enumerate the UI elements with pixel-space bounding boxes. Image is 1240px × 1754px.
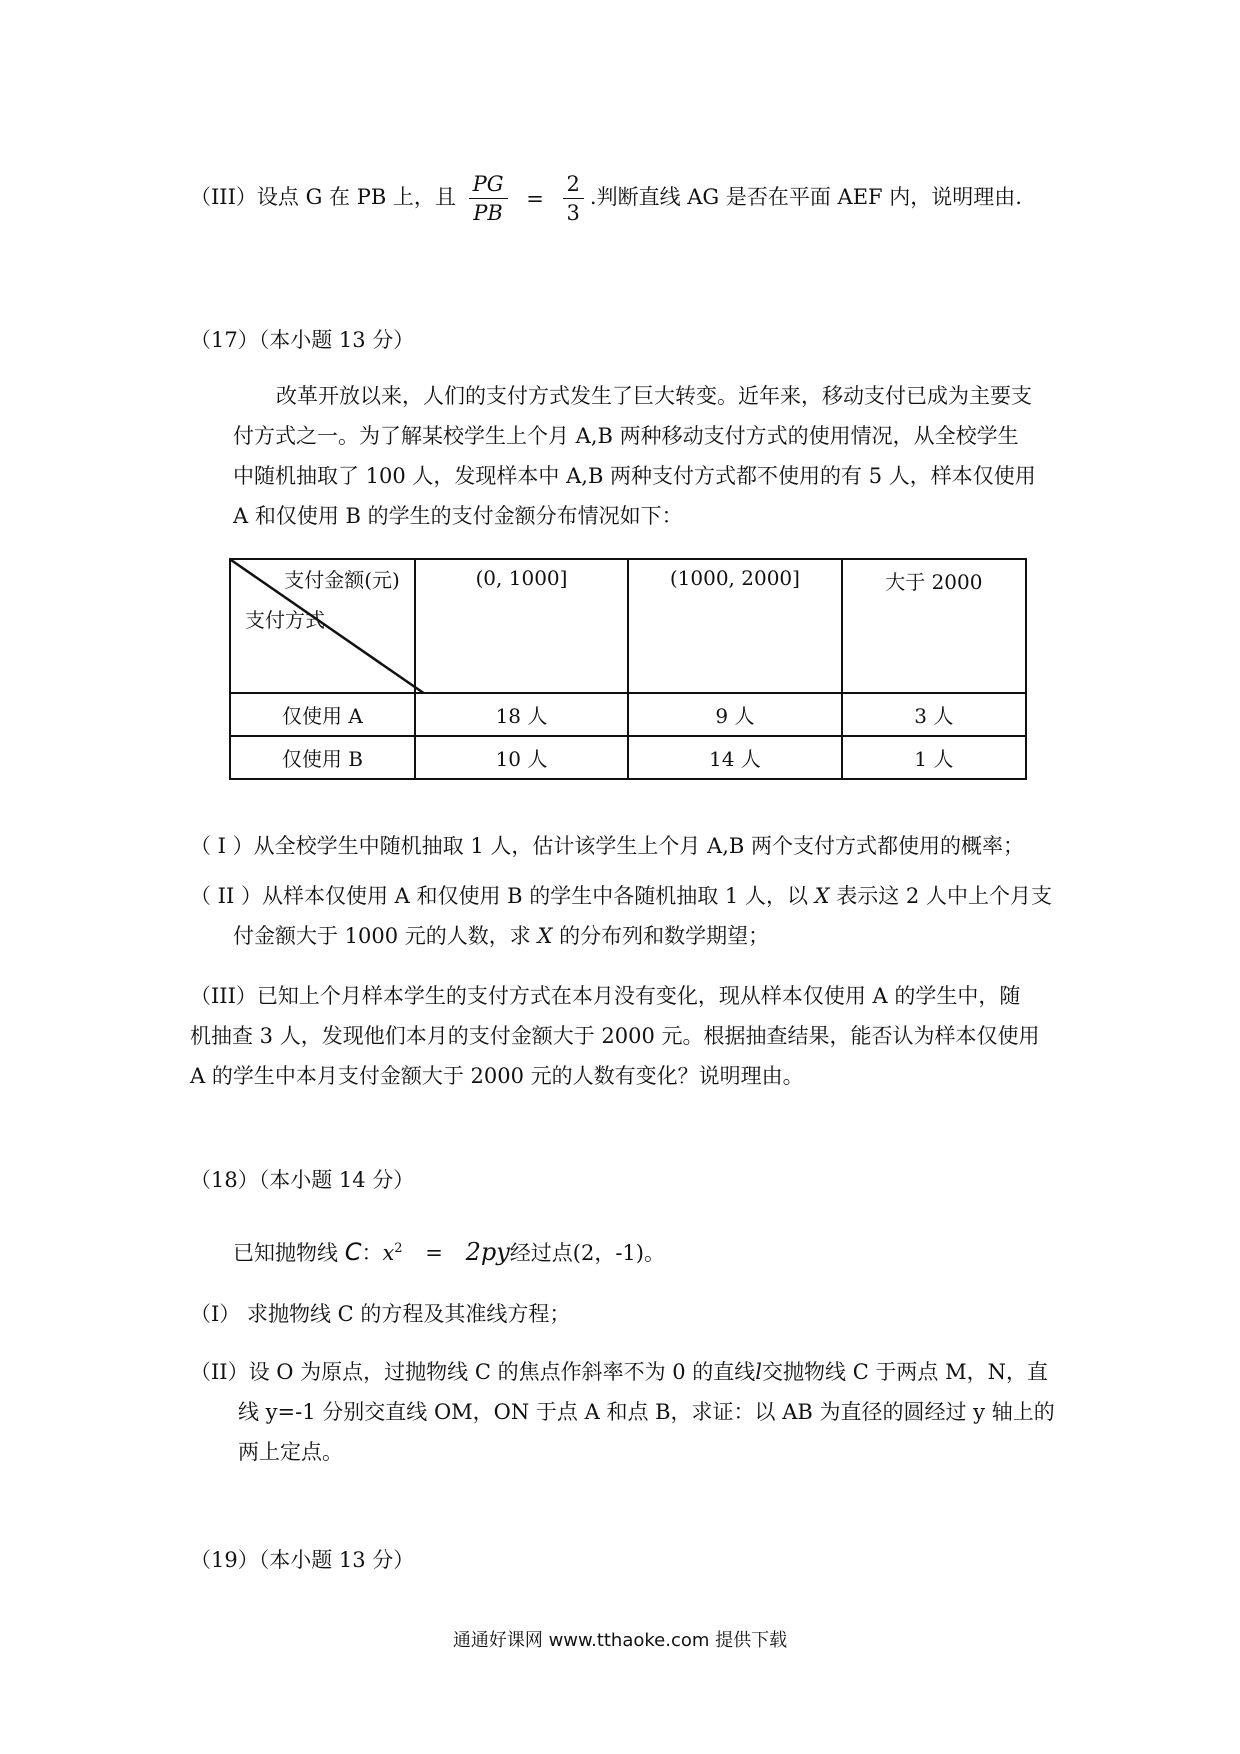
equation-rhs: 2py bbox=[465, 1238, 510, 1266]
table-cell: 1 人 bbox=[842, 736, 1026, 779]
curve-name-c: C bbox=[344, 1238, 362, 1266]
table-cell: 9 人 bbox=[628, 693, 842, 736]
row-label: 仅使用 A bbox=[230, 693, 415, 736]
q17-intro-line-2: 付方式之一。为了解某校学生上个月 A,B 两种移动支付方式的使用情况，从全校学生 bbox=[233, 424, 1019, 448]
payment-distribution-table bbox=[229, 558, 1027, 780]
line-name-l: l bbox=[755, 1360, 763, 1384]
q17-part2-text: 的分布列和数学期望； bbox=[552, 924, 770, 948]
table-cell: 10 人 bbox=[415, 736, 628, 779]
variable-x: x bbox=[382, 1241, 395, 1265]
q18-part2-line-1 bbox=[190, 1358, 1048, 1386]
fraction-denominator: 3 bbox=[566, 201, 580, 225]
q17-part3-line-1: （III）已知上个月样本学生的支付方式在本月没有变化，现从样本仅使用 A 的学生中，随 bbox=[190, 984, 1021, 1008]
corner-label-amount: 支付金额(元) bbox=[284, 568, 400, 592]
q17-intro-line-1: 改革开放以来，人们的支付方式发生了巨大转变。近年来，移动支付已成为主要支 bbox=[276, 384, 1032, 408]
q16-part3-text-after: .判断直线 AG 是否在平面 AEF 内，说明理由. bbox=[589, 185, 1022, 209]
table-cell: 14 人 bbox=[628, 736, 842, 779]
q18-part2-text: 交抛物线 C 于两点 M，N，直 bbox=[762, 1360, 1048, 1384]
q17-part1: （ I ）从全校学生中随机抽取 1 人，估计该学生上个月 A,B 两个支付方式都使用的概率； bbox=[190, 834, 1024, 858]
fraction-denominator: PB bbox=[473, 201, 503, 225]
q18-given bbox=[233, 1235, 665, 1267]
colon: ： bbox=[361, 1241, 383, 1265]
q16-part3-text-before: 设点 G 在 PB 上，且 bbox=[256, 185, 456, 209]
table-header-row bbox=[230, 559, 1026, 693]
q18-part2-line-2: 线 y=-1 分别交直线 OM，ON 于点 A 和点 B，求证：以 AB 为直径的圆经过 y 轴上的 bbox=[238, 1400, 1055, 1424]
q17-part2-text: （ II ）从样本仅使用 A 和仅使用 B 的学生中各随机抽取 1 人，以 bbox=[190, 884, 815, 908]
table-cell: 3 人 bbox=[842, 693, 1026, 736]
fraction-two-thirds bbox=[563, 170, 584, 227]
q18-given-text: 经过点(2，-1)。 bbox=[509, 1241, 665, 1265]
q17-part2-text: 表示这 2 人中上个月支 bbox=[829, 884, 1052, 908]
q17-part2-line-1 bbox=[190, 882, 1052, 910]
corner-label-method: 支付方式 bbox=[245, 608, 325, 632]
variable-x: X bbox=[537, 924, 553, 948]
column-header: 大于 2000 bbox=[842, 559, 1026, 693]
fraction-numerator: 2 bbox=[563, 170, 584, 199]
table-cell: 18 人 bbox=[415, 693, 628, 736]
table-row bbox=[230, 736, 1026, 779]
variable-x: X bbox=[814, 884, 830, 908]
q17-intro-line-4: A 和仅使用 B 的学生的支付金额分布情况如下： bbox=[233, 504, 683, 528]
q18-header: （18）（本小题 14 分） bbox=[190, 1168, 415, 1192]
q17-part2-text: 付金额大于 1000 元的人数，求 bbox=[233, 924, 538, 948]
q17-part3-line-3: A 的学生中本月支付金额大于 2000 元的人数有变化？说明理由。 bbox=[190, 1064, 804, 1088]
q17-header: （17）（本小题 13 分） bbox=[190, 328, 415, 352]
row-label: 仅使用 B bbox=[230, 736, 415, 779]
footer-source: 通通好课网 www.tthaoke.com 提供下载 bbox=[452, 1630, 788, 1651]
q19-header: （19）（本小题 13 分） bbox=[190, 1548, 415, 1572]
q16-part3-line bbox=[190, 170, 1022, 227]
fraction-numerator: PG bbox=[469, 170, 508, 199]
q18-given-text: 已知抛物线 bbox=[233, 1241, 338, 1265]
table-corner-cell bbox=[230, 559, 415, 693]
equals-sign: = bbox=[425, 1241, 443, 1265]
q18-part2-line-3: 两上定点。 bbox=[238, 1440, 343, 1464]
table-row bbox=[230, 693, 1026, 736]
q17-intro-line-3: 中随机抽取了 100 人，发现样本中 A,B 两种支付方式都不使用的有 5 人，样本仅使用 bbox=[233, 464, 1036, 488]
fraction-pg-pb bbox=[469, 170, 508, 227]
q17-part2-line-2 bbox=[233, 922, 769, 950]
q18-part2-text: （II）设 O 为原点，过抛物线 C 的焦点作斜率不为 0 的直线 bbox=[190, 1360, 756, 1384]
equals-sign: = bbox=[526, 186, 544, 211]
q16-part3-label: （III） bbox=[190, 185, 257, 209]
q18-part1: （I） 求抛物线 C 的方程及其准线方程； bbox=[190, 1302, 571, 1326]
column-header: (0, 1000] bbox=[415, 559, 628, 693]
column-header: (1000, 2000] bbox=[628, 559, 842, 693]
exponent: 2 bbox=[394, 1241, 403, 1256]
q17-part3-line-2: 机抽查 3 人，发现他们本月的支付金额大于 2000 元。根据抽查结果，能否认为样本仅使用 bbox=[190, 1024, 1040, 1048]
